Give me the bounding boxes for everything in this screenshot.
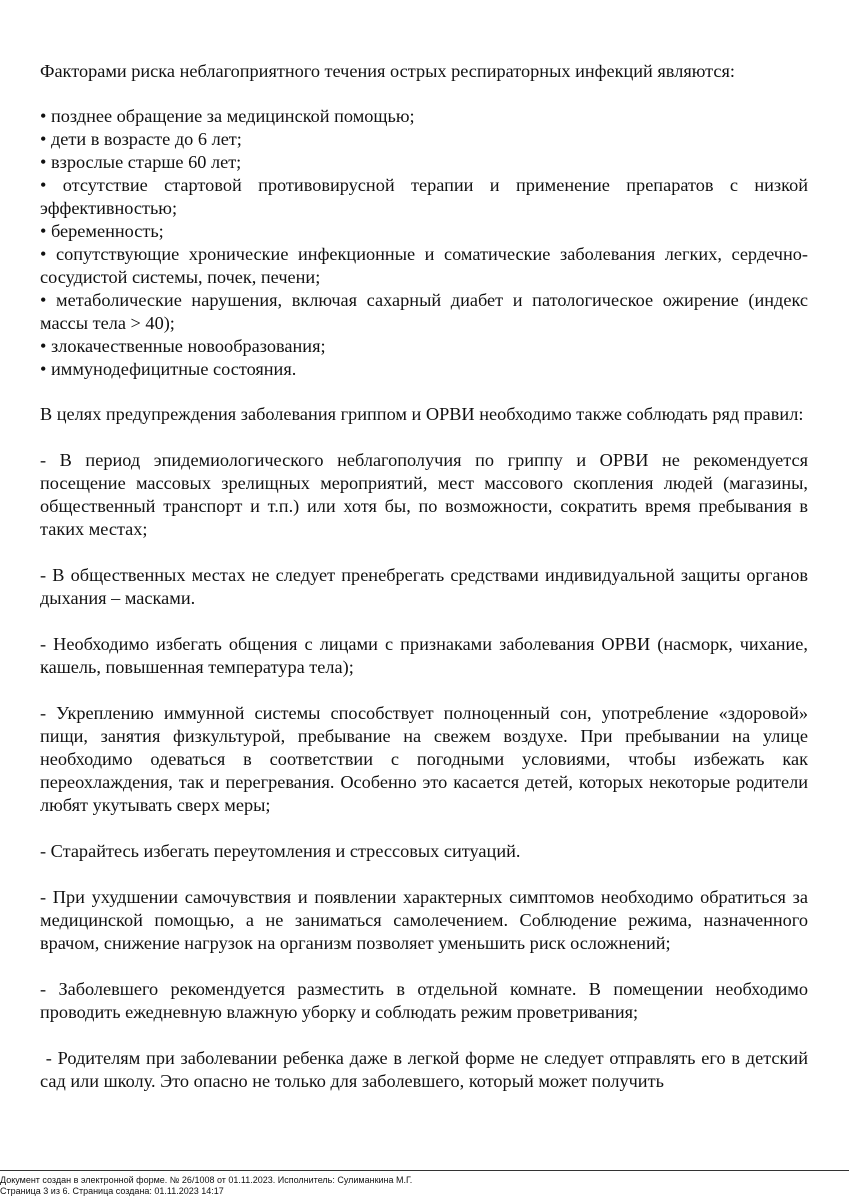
risk-factors-list bbox=[40, 105, 808, 381]
document-body bbox=[40, 60, 813, 1093]
rule-paragraph: - Необходимо избегать общения с лицами с признаками заболевания ОРВИ (насморк, чихание, кашель, повышенная температура тела); bbox=[40, 634, 808, 677]
rule-paragraph: - Старайтесь избегать переутомления и стрессовых ситуаций. bbox=[40, 841, 521, 861]
rule-paragraph: - Заболевшего рекомендуется разместить в отдельной комнате. В помещении необходимо проводить ежедневную влажную уборку и соблюдать режим проветривания; bbox=[40, 979, 808, 1022]
rule-paragraph: - Родителям при заболевании ребенка даже в легкой форме не следует отправлять его в детский сад или школу. Это опасно не только для заболевшего, который может получить bbox=[40, 1048, 813, 1091]
footer-divider bbox=[0, 1170, 849, 1171]
footer-page-info: Страница 3 из 6. Страница создана: 01.11.2023 14:17 bbox=[0, 1186, 224, 1196]
list-item: • иммунодефицитные состояния. bbox=[40, 359, 297, 379]
rule-paragraph: - В период эпидемиологического неблагополучия по гриппу и ОРВИ не рекомендуется посещение массовых зрелищных мероприятий, мест массового скопления людей (магазины, общественный транспорт и т.п.) или хотя бы, по возможности, сократить время пребывания в таких местах; bbox=[40, 450, 808, 539]
rule-paragraph: - При ухудшении самочувствия и появлении характерных симптомов необходимо обратиться за медицинской помощью, а не заниматься самолечением. Соблюдение режима, назначенного врачом, снижение нагрузок на организм позволяет уменьшить риск осложнений; bbox=[40, 887, 808, 953]
rule-paragraph: - Укреплению иммунной системы способствует полноценный сон, употребление «здоровой» пищи, занятия физкультурой, пребывание на свежем воздухе. При пребывании на улице необходимо одеваться в соответствии с погодными условиями, чтобы избежать как переохлаждения, так и перегревания. Особенно это касается детей, которых некоторые родители любят укутывать сверх меры; bbox=[40, 703, 808, 815]
prevention-intro: В целях предупреждения заболевания гриппом и ОРВИ необходимо также соблюдать ряд правил: bbox=[40, 404, 804, 424]
rule-paragraph: - В общественных местах не следует пренебрегать средствами индивидуальной защиты органов дыхания – масками. bbox=[40, 565, 808, 608]
risk-factors-intro: Факторами риска неблагоприятного течения острых респираторных инфекций являются: bbox=[40, 61, 735, 81]
list-item: • дети в возрасте до 6 лет; bbox=[40, 129, 242, 149]
document-footer bbox=[0, 1175, 849, 1197]
list-item: • отсутствие стартовой противовирусной терапии и применение препаратов с низкой эффективностью; bbox=[40, 175, 808, 218]
list-item: • злокачественные новообразования; bbox=[40, 336, 326, 356]
list-item: • метаболические нарушения, включая сахарный диабет и патологическое ожирение (индекс массы тела > 40); bbox=[40, 290, 808, 333]
footer-document-info: Документ создан в электронной форме. № 26/1008 от 01.11.2023. Исполнитель: Сулиманкина М.Г. bbox=[0, 1175, 413, 1185]
list-item: • позднее обращение за медицинской помощью; bbox=[40, 106, 415, 126]
list-item: • беременность; bbox=[40, 221, 164, 241]
list-item: • взрослые старше 60 лет; bbox=[40, 152, 242, 172]
list-item: • сопутствующие хронические инфекционные и соматические заболевания легких, сердечно-сосудистой системы, почек, печени; bbox=[40, 244, 808, 287]
